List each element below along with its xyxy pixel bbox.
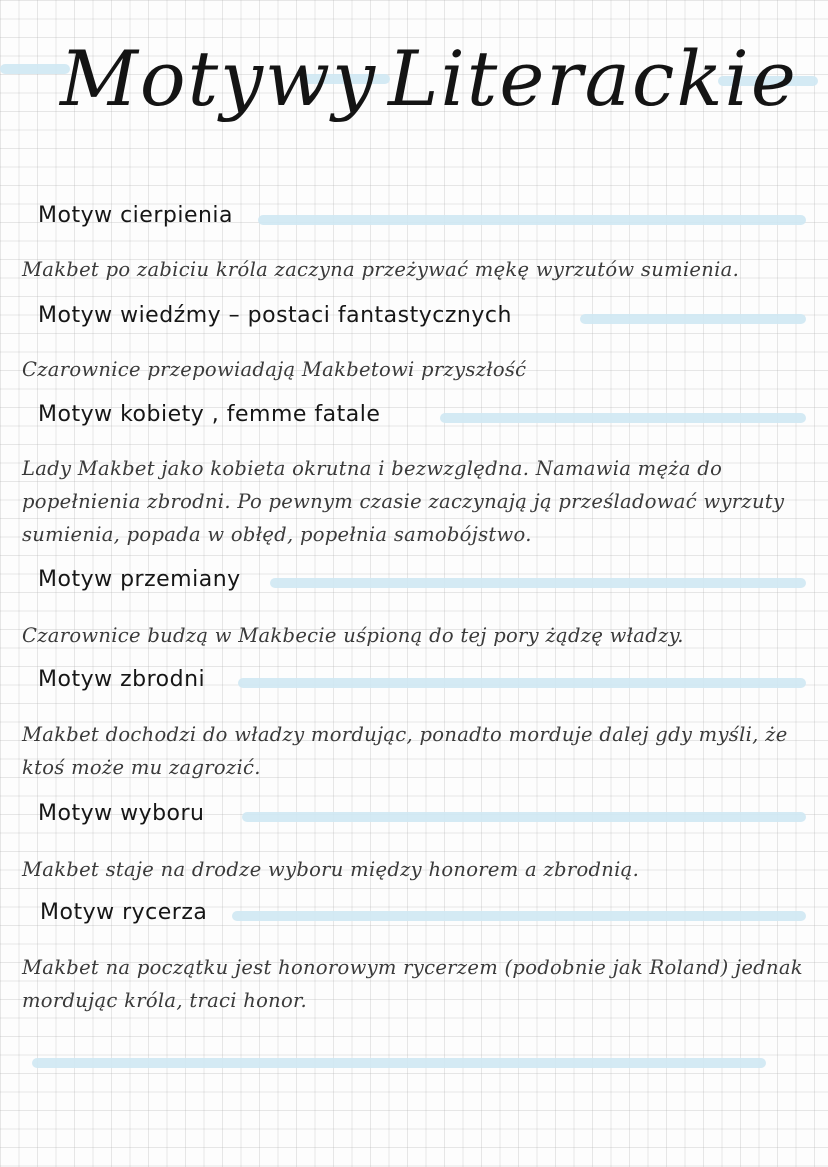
title-word-2: Literackie <box>388 34 798 123</box>
heading-highlight <box>580 314 806 324</box>
section-text: Czarownice budzą w Makbecie uśpioną do tej pory żądzę władzy. <box>22 624 684 647</box>
heading-highlight <box>440 413 806 423</box>
heading-highlight <box>258 215 806 225</box>
section-text: Lady Makbet jako kobieta okrutna i bezwzględna. Namawia męża do popełnienia zbrodni. Po pewnym czasie zaczynają ją prześladować wyrzuty sumienia, popada w obłęd, popełnia samobójstwo. <box>22 457 785 546</box>
section-heading: Motyw cierpienia <box>38 203 234 228</box>
section-heading: Motyw wyboru <box>38 801 205 826</box>
heading-highlight <box>270 578 806 588</box>
title-word-1: Motywy <box>60 34 378 123</box>
section-heading: Motyw kobiety , femme fatale <box>38 402 381 427</box>
section-heading: Motyw przemiany <box>38 567 241 592</box>
section-heading: Motyw zbrodni <box>38 667 206 692</box>
heading-highlight <box>238 678 806 688</box>
page-title <box>0 26 828 166</box>
heading-highlight <box>242 812 806 822</box>
bottom-highlight <box>32 1058 766 1068</box>
heading-highlight <box>232 911 806 921</box>
section-text: Makbet staje na drodze wyboru między honorem a zbrodnią. <box>22 858 640 881</box>
section-heading: Motyw wiedźmy – postaci fantastycznych <box>38 303 512 328</box>
section-text: Makbet dochodzi do władzy mordując, ponadto morduje dalej gdy myśli, że ktoś może mu zagrozić. <box>22 723 788 779</box>
section-text: Makbet na początku jest honorowym rycerzem (podobnie jak Roland) jednak mordując króla, traci honor. <box>22 956 803 1012</box>
section-heading: Motyw rycerza <box>40 900 208 925</box>
section-text: Czarownice przepowiadają Makbetowi przyszłość <box>22 358 527 381</box>
section-text: Makbet po zabiciu króla zaczyna przeżywać mękę wyrzutów sumienia. <box>22 258 740 281</box>
